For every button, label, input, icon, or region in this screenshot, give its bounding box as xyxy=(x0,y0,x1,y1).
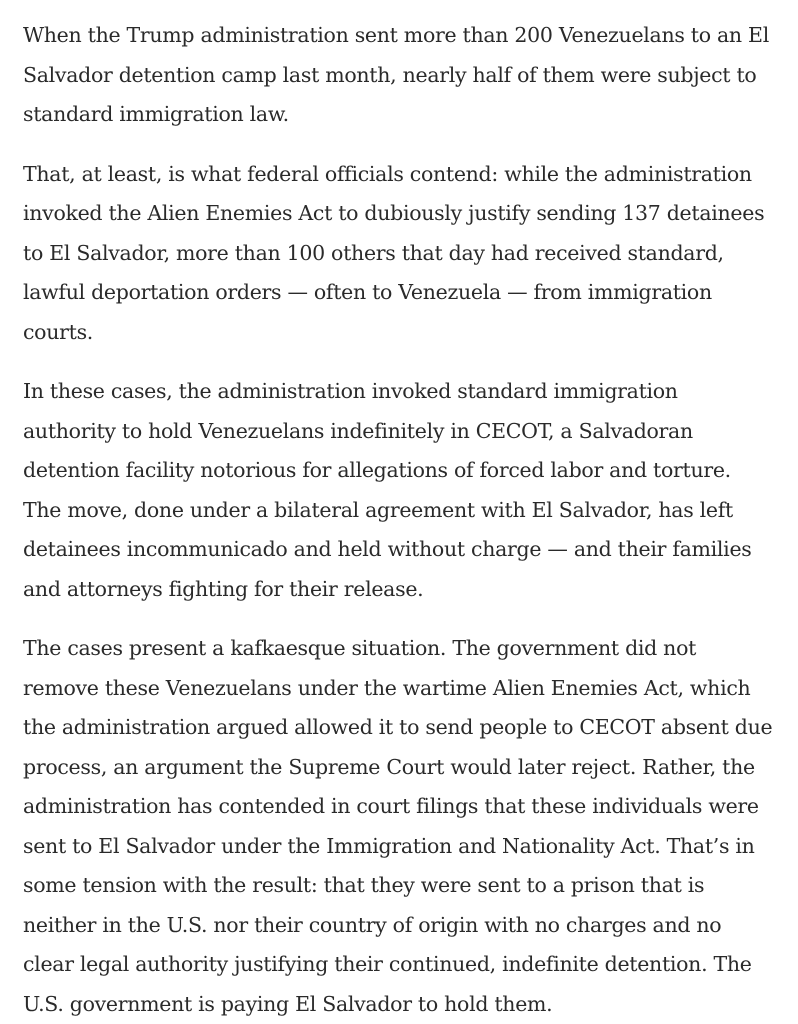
article-paragraph-4: The cases present a kafkaesque situation. The government did not remove these Venezuelans under the wartime Alien Enemies Act, which the administration argued allowed it to send people to CECOT absent due process, an argument the Supreme Court would later reject. Rather, the administration has contended in court filings that these individuals were sent to El Salvador under the Immigration and Nationality Act. That’s in some tension with the result: that they were sent to a prison that is neither in the U.S. nor their country of origin with no charges and no clear legal authority justifying their continued, indefinite detention. The U.S. government is paying El Salvador to hold them. xyxy=(23,636,773,1016)
article-paragraph-2: That, at least, is what federal officials contend: while the administration invoked the Alien Enemies Act to dubiously justify sending 137 detainees to El Salvador, more than 100 others that day had received standard, lawful deportation orders — often to Venezuela — from immigration courts. xyxy=(23,161,765,344)
article-paragraph-1: When the Trump administration sent more than 200 Venezuelans to an El Salvador detention camp last month, nearly half of them were subject to standard immigration law. xyxy=(23,23,769,126)
article-paragraph-3: In these cases, the administration invoked standard immigration authority to hold Venezuelans indefinitely in CECOT, a Salvadoran detention facility notorious for allegations of forced labor and torture. The move, done under a bilateral agreement with El Salvador, has left detainees incommunicado and held without charge — and their families and attorneys fighting for their release. xyxy=(23,379,752,601)
